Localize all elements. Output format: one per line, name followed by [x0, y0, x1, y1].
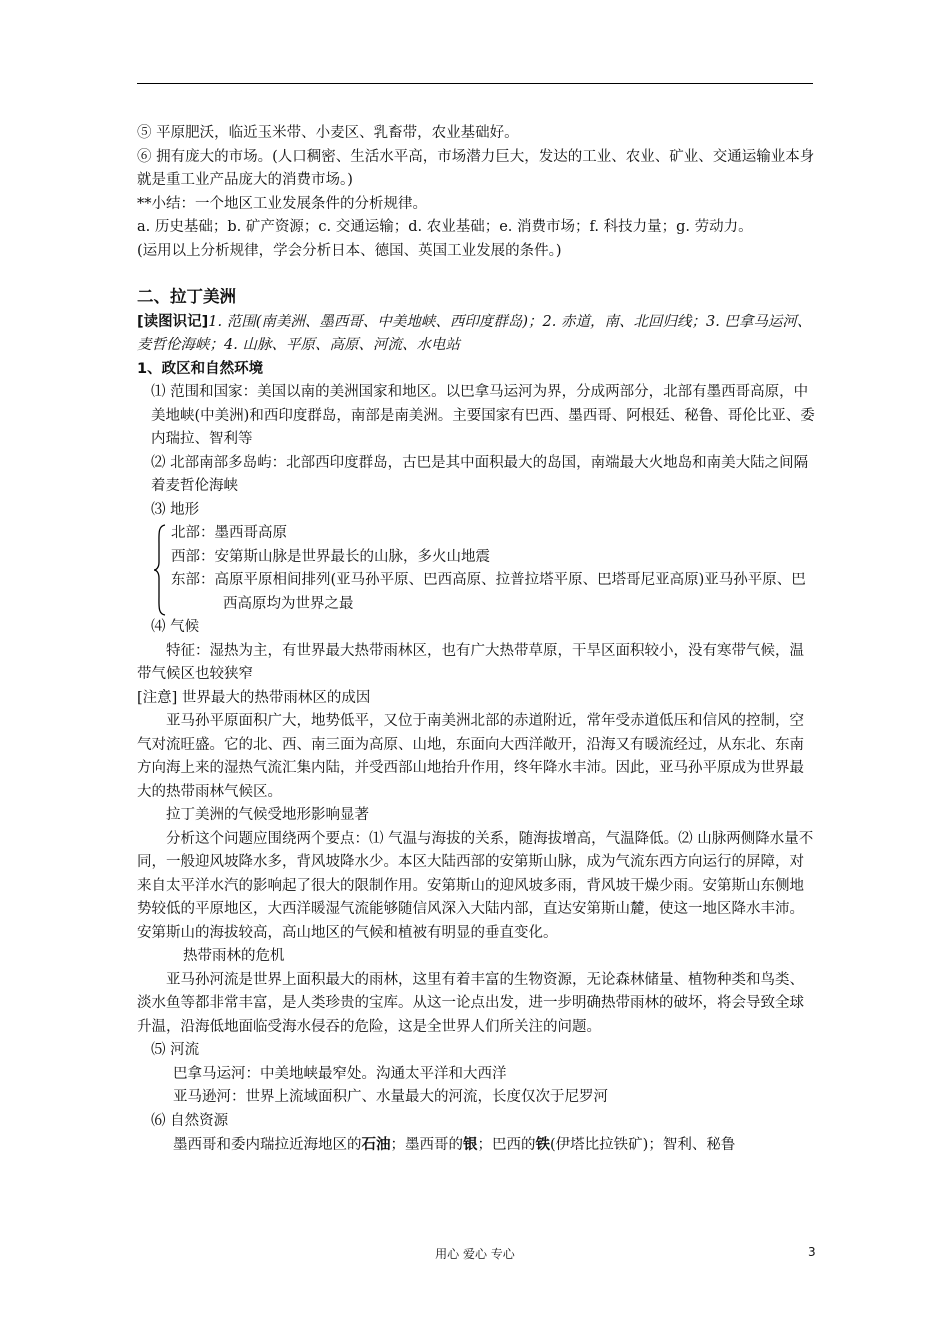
resources-heading: ⑹ 自然资源: [151, 1112, 229, 1129]
terrain-list: [159, 522, 817, 616]
terrain-heading: ⑶ 地形: [151, 501, 200, 518]
text-line: (运用以上分析规律，学会分析日本、德国、英国工业发展的条件。): [137, 242, 562, 259]
resource-oil: 石油: [361, 1136, 391, 1153]
climate-body: 特征：湿热为主，有世界最大热带雨林区，也有广大热带草原，干旱区面积较小，没有寒带气候，温带气候区也较狭窄: [137, 642, 804, 682]
read-map-text: 1. 范围(南美洲、墨西哥、中美地峡、西印度群岛)；2. 赤道，南、北回归线；3. 巴拿马运河、麦哲伦海峡；4. 山脉、平原、高原、河流、水电站: [137, 313, 812, 353]
footer-slogan: 用心 爱心 专心: [435, 1247, 515, 1261]
header-rule: [137, 83, 813, 84]
resources-text-a: 墨西哥和委内瑞拉近海地区的: [173, 1137, 362, 1153]
spacer: [137, 263, 817, 285]
river-panama: 巴拿马运河：中美地峡最窄处。沟通太平洋和大西洋: [173, 1065, 507, 1082]
resources-line: [137, 1133, 817, 1158]
section-heading: 二、拉丁美洲: [137, 287, 236, 306]
crisis-heading: 热带雨林的危机: [183, 948, 285, 964]
summary-line: **小结：一个地区工业发展条件的分析规律。: [137, 195, 427, 212]
brace-icon: [153, 524, 167, 616]
paragraph-islands: ⑵ 北部南部多岛屿：北部西印度群岛，古巴是其中面积最大的岛国，南端最大火地岛和南美大陆之间隔着麦哲伦海峡: [151, 454, 809, 494]
page-number: 3: [808, 1245, 816, 1259]
text-line: ⑤ 平原肥沃，临近玉米带、小麦区、乳畜带，农业基础好。: [137, 125, 519, 141]
summary-list: a. 历史基础；b. 矿产资源；c. 交通运输；d. 农业基础；e. 消费市场；f. 科技力量；g. 劳动力。: [137, 219, 753, 235]
page-body: [137, 122, 817, 1158]
terrain-east: 东部：高原平原相间排列(亚马孙平原、巴西高原、拉普拉塔平原、巴塔哥尼亚高原)亚马孙平原、巴西高原均为世界之最: [171, 572, 806, 612]
resource-silver: 银: [463, 1136, 478, 1153]
paragraph-scope: ⑴ 范围和国家：美国以南的美洲国家和地区。以巴拿马运河为界，分成两部分，北部有墨西哥高原，中美地峡(中美洲)和西印度群岛，南部是南美洲。主要国家有巴西、墨西哥、阿根廷、秘鲁、哥伦比亚、委内瑞拉、智利等: [151, 384, 815, 447]
climate-heading: ⑷ 气候: [151, 619, 200, 635]
read-map-label: [读图识记]: [137, 313, 209, 330]
resources-text-b: ；墨西哥的: [390, 1137, 463, 1153]
resource-iron: 铁: [535, 1136, 550, 1153]
rivers-heading: ⑸ 河流: [151, 1042, 200, 1058]
resources-text-d: (伊塔比拉铁矿)；智利、秘鲁: [550, 1137, 736, 1153]
read-map-note: [137, 311, 817, 358]
terrain-north: 北部：墨西哥高原: [171, 525, 287, 541]
resources-text-c: ；巴西的: [477, 1137, 536, 1153]
topo-heading: 拉丁美洲的气候受地形影响显著: [166, 807, 369, 823]
note-heading: [注意] 世界最大的热带雨林区的成因: [137, 689, 371, 706]
subsection-heading: 1、政区和自然环境: [137, 360, 264, 377]
terrain-west: 西部：安第斯山脉是世界最长的山脉，多火山地震: [171, 548, 490, 565]
river-amazon: 亚马逊河：世界上流域面积广、水量最大的河流，长度仅次于尼罗河: [173, 1089, 608, 1105]
topo-body: 分析这个问题应围绕两个要点：⑴ 气温与海拔的关系，随海拔增高，气温降低。⑵ 山脉两侧降水量不同，一般迎风坡降水多，背风坡降水少。本区大陆西部的安第斯山脉，成为气流东西方向运行的屏障，对来自太平洋水汽的影响起了很大的限制作用。安第斯山的迎风坡多雨，背风坡干燥少雨。安第斯山东侧地势较低的平原地区，大西洋暖湿气流能够随信风深入大陆内部，直达安第斯山麓，使这一地区降水丰沛。安第斯山的海拔较高，高山地区的气候和植被有明显的垂直变化。: [137, 830, 814, 941]
crisis-body: 亚马孙河流是世界上面积最大的雨林，这里有着丰富的生物资源，无论森林储量、植物种类和鸟类、淡水鱼等都非常丰富，是人类珍贵的宝库。从这一论点出发，进一步明确热带雨林的破坏，将会导致全球升温，沿海低地面临受海水侵吞的危险，这是全世界人们所关注的问题。: [137, 971, 804, 1035]
text-paragraph: ⑥ 拥有庞大的市场。(人口稠密、生活水平高，市场潜力巨大，发达的工业、农业、矿业、交通运输业本身就是重工业产品庞大的消费市场。): [137, 148, 815, 188]
note-body: 亚马孙平原面积广大，地势低平，又位于南美洲北部的赤道附近，常年受赤道低压和信风的控制，空气对流旺盛。它的北、西、南三面为高原、山地，东面向大西洋敞开，沿海又有暖流经过，从东北、东南方向海上来的湿热气流汇集内陆，并受西部山地抬升作用，终年降水丰沛。因此，亚马孙平原成为世界最大的热带雨林气候区。: [137, 713, 804, 800]
